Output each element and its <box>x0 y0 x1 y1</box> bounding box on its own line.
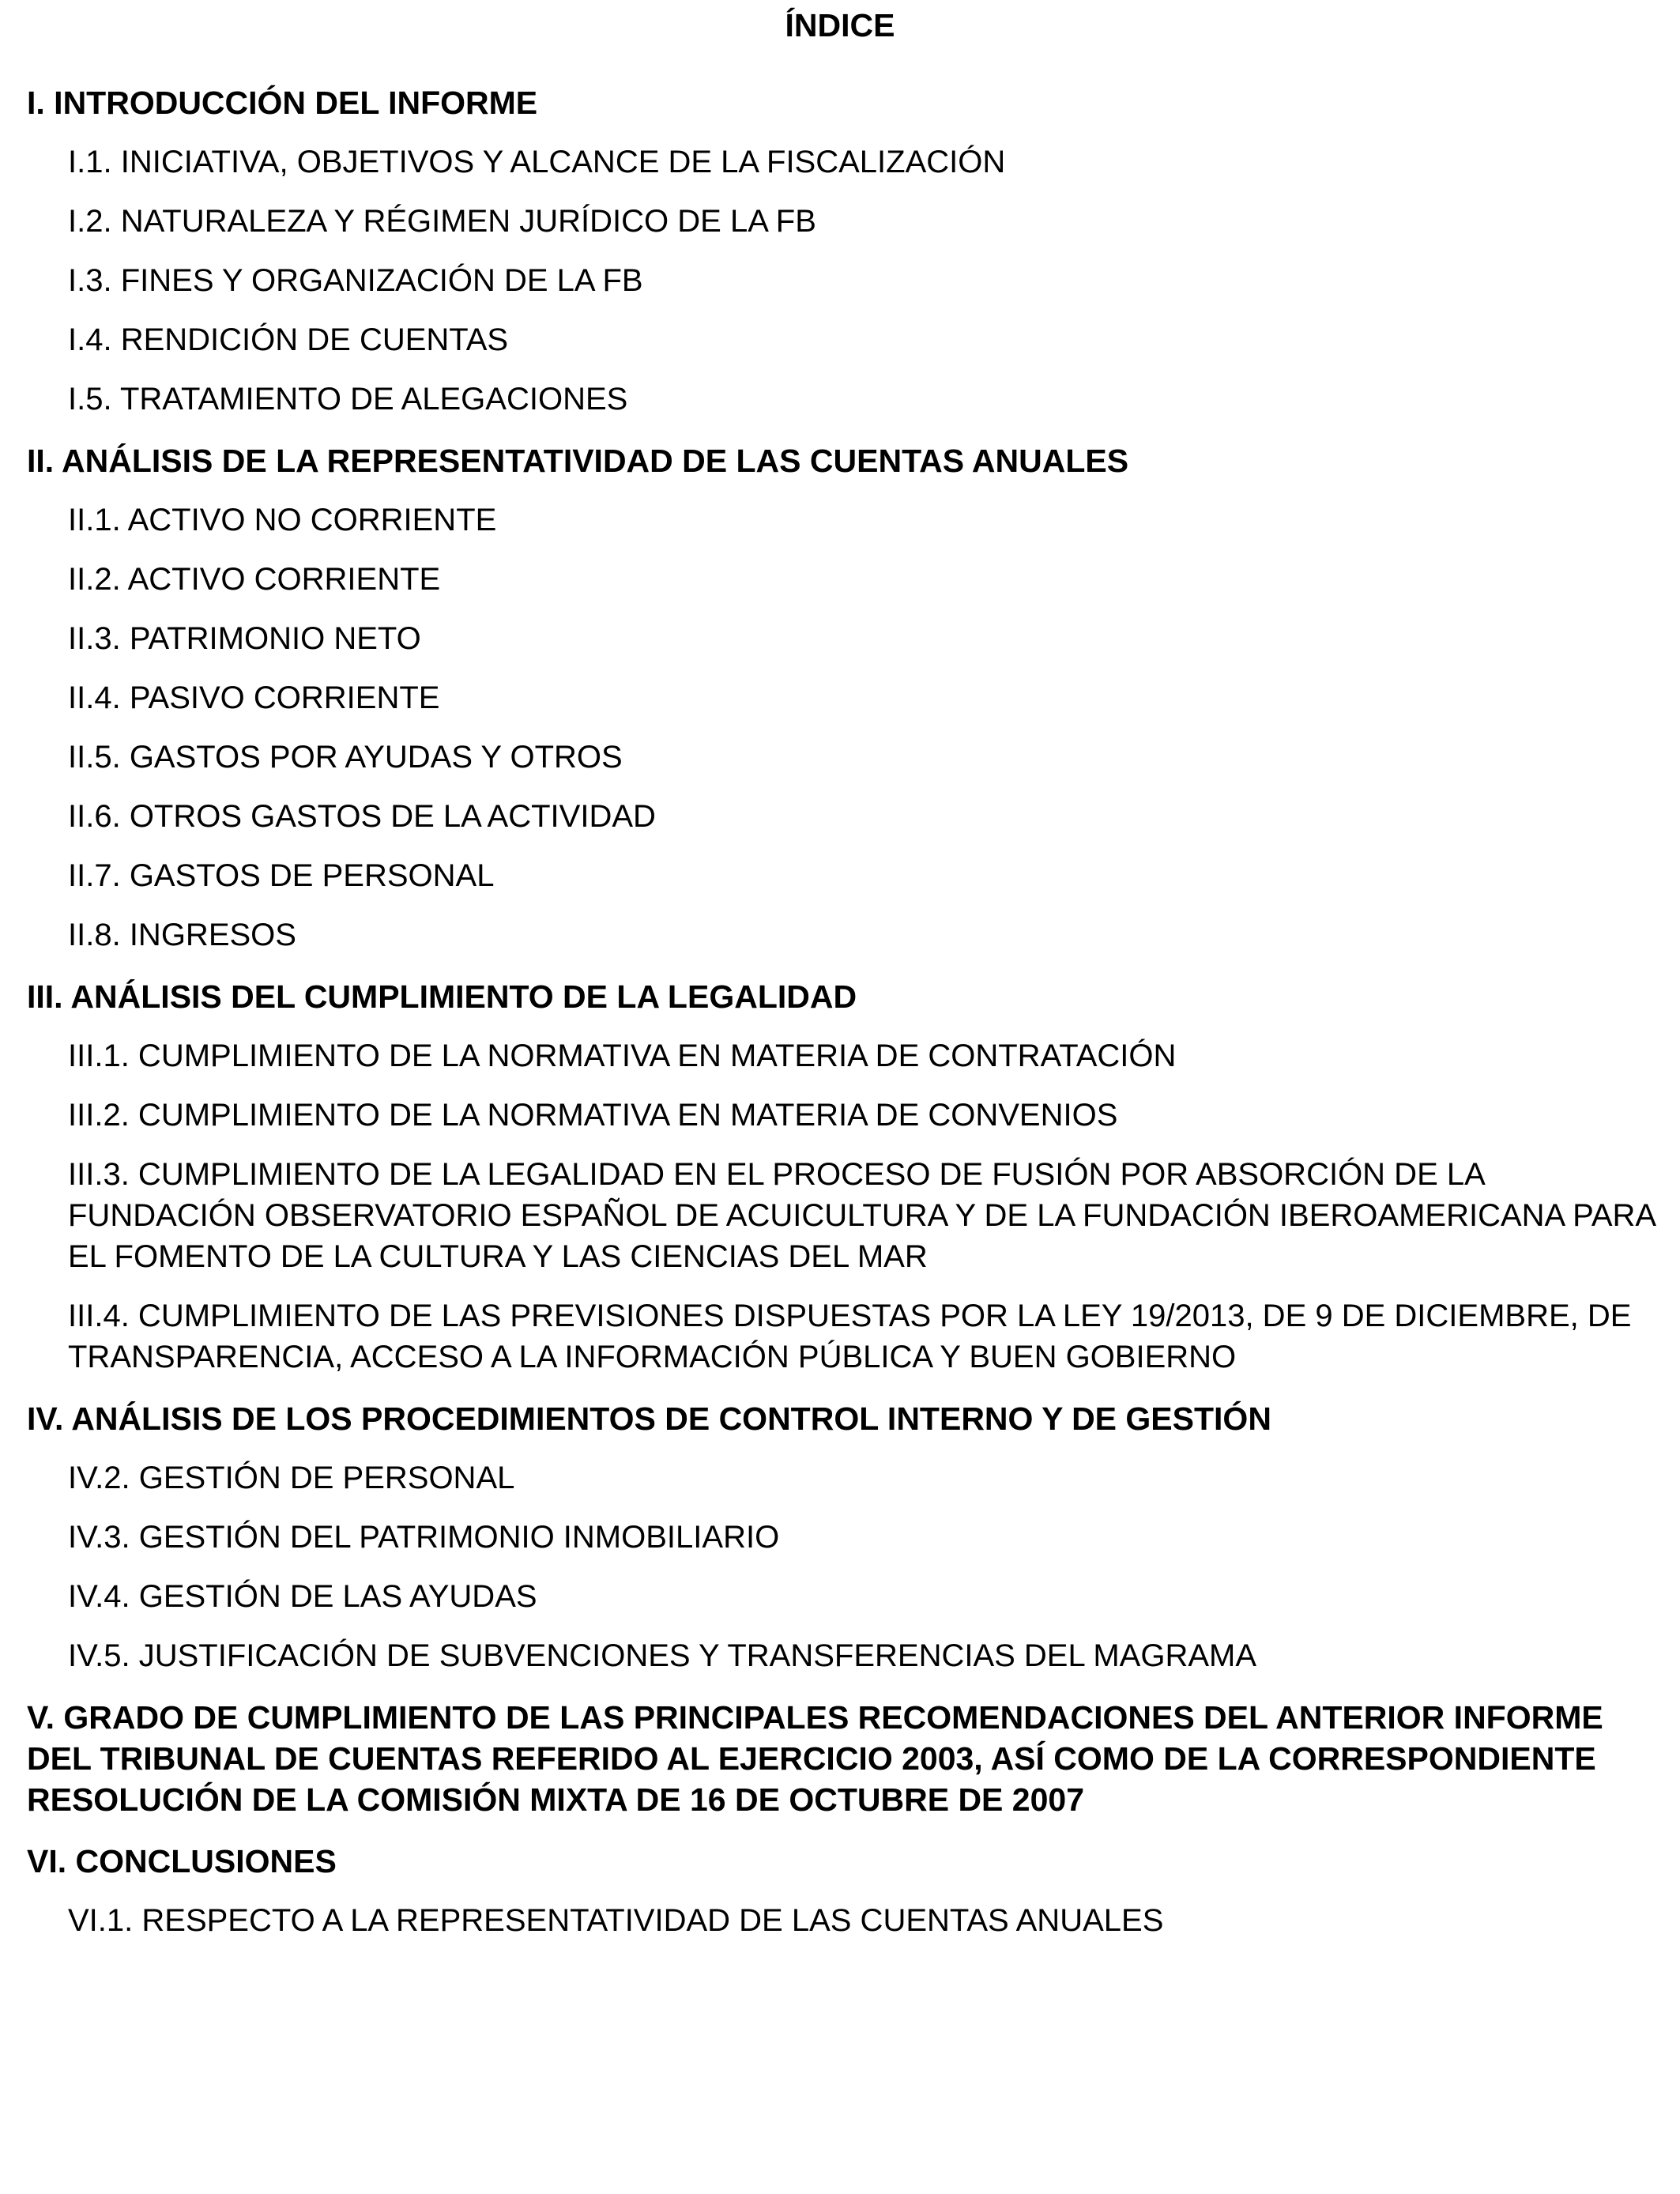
toc-entry: IV.5. JUSTIFICACIÓN DE SUBVENCIONES Y TRANSFERENCIAS DEL MAGRAMA <box>68 1638 1257 1673</box>
toc-entry: I.5. TRATAMIENTO DE ALEGACIONES <box>68 382 628 417</box>
toc-section-3 <box>27 976 1671 1378</box>
toc-entry: III.3. CUMPLIMIENTO DE LA LEGALIDAD EN EL PROCESO DE FUSIÓN POR ABSORCIÓN DE LA FUNDACIÓN OBSERVATORIO ESPAÑOL DE ACUICULTURA Y DE LA FUNDACIÓN IBEROAMERICANA PARA EL FOMENTO DE LA CULTURA Y LAS CIENCIAS DEL MAR <box>68 1157 1655 1274</box>
toc-entry: III.4. CUMPLIMIENTO DE LAS PREVISIONES DISPUESTAS POR LA LEY 19/2013, DE 9 DE DICIEMBRE, DE TRANSPARENCIA, ACCESO A LA INFORMACIÓN PÚBLICA Y BUEN GOBIERNO <box>68 1299 1632 1374</box>
toc-entry: III.2. CUMPLIMIENTO DE LA NORMATIVA EN MATERIA DE CONVENIOS <box>68 1098 1118 1133</box>
section-items <box>27 1457 1671 1676</box>
toc-entry: IV.4. GESTIÓN DE LAS AYUDAS <box>68 1579 537 1614</box>
section-heading: IV. ANÁLISIS DE LOS PROCEDIMIENTOS DE CONTROL INTERNO Y DE GESTIÓN <box>27 1400 1271 1437</box>
section-heading: I. INTRODUCCIÓN DEL INFORME <box>27 85 538 121</box>
toc-section-4 <box>27 1398 1671 1676</box>
toc-entry: I.4. RENDICIÓN DE CUENTAS <box>68 322 509 357</box>
table-of-contents <box>27 82 1671 1959</box>
section-heading: II. ANÁLISIS DE LA REPRESENTATIVIDAD DE LAS CUENTAS ANUALES <box>27 443 1129 479</box>
toc-entry: II.3. PATRIMONIO NETO <box>68 621 421 656</box>
toc-entry: II.2. ACTIVO CORRIENTE <box>68 562 441 597</box>
toc-section-1 <box>27 82 1671 420</box>
toc-entry: II.4. PASIVO CORRIENTE <box>68 680 440 715</box>
section-heading: III. ANÁLISIS DEL CUMPLIMIENTO DE LA LEGALIDAD <box>27 978 857 1015</box>
toc-entry: IV.2. GESTIÓN DE PERSONAL <box>68 1461 515 1495</box>
toc-entry: II.8. INGRESOS <box>68 918 296 952</box>
toc-entry: II.7. GASTOS DE PERSONAL <box>68 858 495 893</box>
toc-section-6 <box>27 1841 1671 1941</box>
toc-entry: VI.1. RESPECTO A LA REPRESENTATIVIDAD DE LAS CUENTAS ANUALES <box>68 1903 1164 1938</box>
toc-entry: I.1. INICIATIVA, OBJETIVOS Y ALCANCE DE LA FISCALIZACIÓN <box>68 145 1006 179</box>
toc-entry: II.1. ACTIVO NO CORRIENTE <box>68 503 497 537</box>
section-heading: VI. CONCLUSIONES <box>27 1843 337 1879</box>
toc-entry: II.6. OTROS GASTOS DE LA ACTIVIDAD <box>68 799 656 834</box>
toc-section-5 <box>27 1697 1671 1820</box>
section-items <box>27 141 1671 420</box>
section-items <box>27 1035 1671 1378</box>
toc-entry: II.5. GASTOS POR AYUDAS Y OTROS <box>68 740 623 775</box>
toc-entry: I.2. NATURALEZA Y RÉGIMEN JURÍDICO DE LA FB <box>68 204 816 239</box>
toc-entry: I.3. FINES Y ORGANIZACIÓN DE LA FB <box>68 263 643 298</box>
toc-section-2 <box>27 440 1671 956</box>
page-title: ÍNDICE <box>785 7 895 43</box>
section-items <box>27 499 1671 956</box>
section-items <box>27 1900 1671 1941</box>
section-heading: V. GRADO DE CUMPLIMIENTO DE LAS PRINCIPALES RECOMENDACIONES DEL ANTERIOR INFORME DEL TRIBUNAL DE CUENTAS REFERIDO AL EJERCICIO 2003, ASÍ COMO DE LA CORRESPONDIENTE RESOLUCIÓN DE LA COMISIÓN MIXTA DE 16 DE OCTUBRE DE 2007 <box>27 1699 1613 1818</box>
toc-entry: IV.3. GESTIÓN DEL PATRIMONIO INMOBILIARIO <box>68 1520 780 1555</box>
toc-entry: III.1. CUMPLIMIENTO DE LA NORMATIVA EN MATERIA DE CONTRATACIÓN <box>68 1039 1177 1073</box>
